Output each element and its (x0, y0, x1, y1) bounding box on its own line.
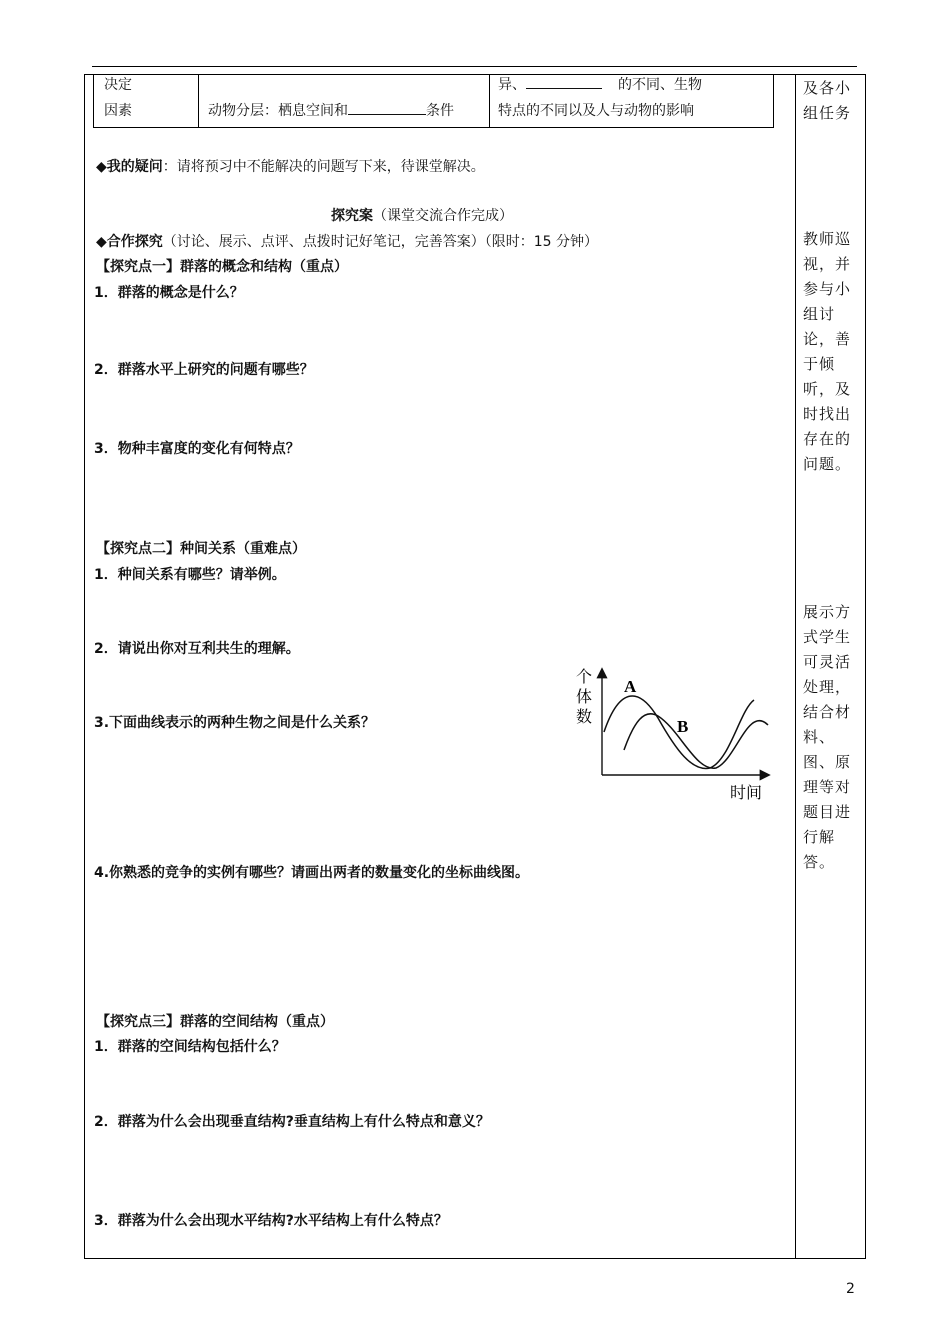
page-number: 2 (846, 1281, 855, 1297)
sidebar-display-method: 展示方式学生可灵活处理，结合材料、图、原理等对题目进行解答。 (803, 603, 852, 871)
curve-b (624, 714, 768, 768)
animal-layering-prefix: 动物分层：栖息空间和 (208, 103, 348, 119)
inner-table-right (773, 74, 774, 128)
sidebar-teacher-guidance: 教师巡视，并参与小组讨论，善于倾听，及时找出存在的问题。 (803, 230, 852, 473)
population-curve-figure (570, 660, 780, 805)
section-title-main: 探究案 (331, 208, 373, 224)
cooperative-inquiry (96, 233, 598, 251)
point2-header: 【探究点二】种间关系（重难点） (96, 541, 306, 557)
cell3-prefix: 异、 (498, 77, 526, 93)
doubt-label: ◆我的疑问 (96, 159, 163, 175)
inner-table-left (93, 74, 94, 128)
coop-label: ◆合作探究 (96, 234, 163, 250)
point1-question-2: 2．群落水平上研究的问题有哪些？ (94, 362, 314, 378)
table-right-border (865, 74, 866, 1259)
point1-question-3: 3．物种丰富度的变化有何特点？ (94, 441, 300, 457)
point2-question-1: 1．种间关系有哪些？请举例。 (94, 567, 286, 583)
doubt-text: ：请将预习中不能解决的问题写下来，待课堂解决。 (162, 159, 485, 175)
fill-blank-difference[interactable] (526, 74, 602, 89)
my-doubt-line (96, 158, 485, 176)
animal-layering-text (208, 98, 454, 124)
point2-question-3: 3.下面曲线表示的两种生物之间是什么关系？ (94, 715, 376, 731)
point3-question-1: 1．群落的空间结构包括什么？ (94, 1039, 286, 1055)
point2-question-4: 4.你熟悉的竞争的实例有哪些？请画出两者的数量变化的坐标曲线图。 (94, 865, 530, 881)
point2-question-2: 2．请说出你对互利共生的理解。 (94, 641, 300, 657)
point3-question-3: 3．群落为什么会出现水平结构?水平结构上有什么特点？ (94, 1213, 448, 1229)
inner-table-divider-1 (198, 74, 199, 128)
table-left-border (84, 74, 85, 1259)
coop-note: （讨论、展示、点评、点拨时记好笔记，完善答案）（限时：15 分钟） (162, 234, 599, 250)
table-bottom-border (84, 1258, 866, 1259)
point3-question-2: 2．群落为什么会出现垂直结构?垂直结构上有什么特点和意义？ (94, 1114, 490, 1130)
table-top-border (84, 74, 866, 75)
inner-table-divider-2 (489, 74, 490, 128)
point1-question-1: 1．群落的概念是什么？ (94, 285, 244, 301)
curve-a-label: A (624, 677, 637, 696)
x-axis-label: 时间 (730, 783, 763, 802)
table-column-divider (795, 74, 796, 1259)
cell3-suffix: 的不同、生物 (618, 77, 702, 93)
fill-blank-condition[interactable] (348, 100, 426, 115)
cell3-line1 (498, 72, 702, 98)
animal-layering-suffix: 条件 (426, 103, 454, 119)
y-axis-label-1: 个 (576, 667, 593, 686)
factor-cell-line1: 决定 (104, 77, 132, 93)
sidebar-tasks: 及各小组任务 (803, 79, 852, 122)
point1-header: 【探究点一】群落的概念和结构（重点） (96, 259, 348, 275)
y-axis-label-3: 数 (576, 707, 593, 726)
cell3-line2: 特点的不同以及人与动物的影响 (498, 103, 694, 119)
section-title-note: （课堂交流合作完成） (373, 208, 513, 224)
section-title (331, 207, 513, 225)
point3-header: 【探究点三】群落的空间结构（重点） (96, 1014, 334, 1030)
y-axis-label-2: 体 (576, 687, 593, 706)
inner-table-bottom (93, 127, 774, 128)
curve-b-label: B (677, 717, 689, 736)
factor-cell-line2: 因素 (104, 103, 132, 119)
header-rule (92, 66, 857, 67)
